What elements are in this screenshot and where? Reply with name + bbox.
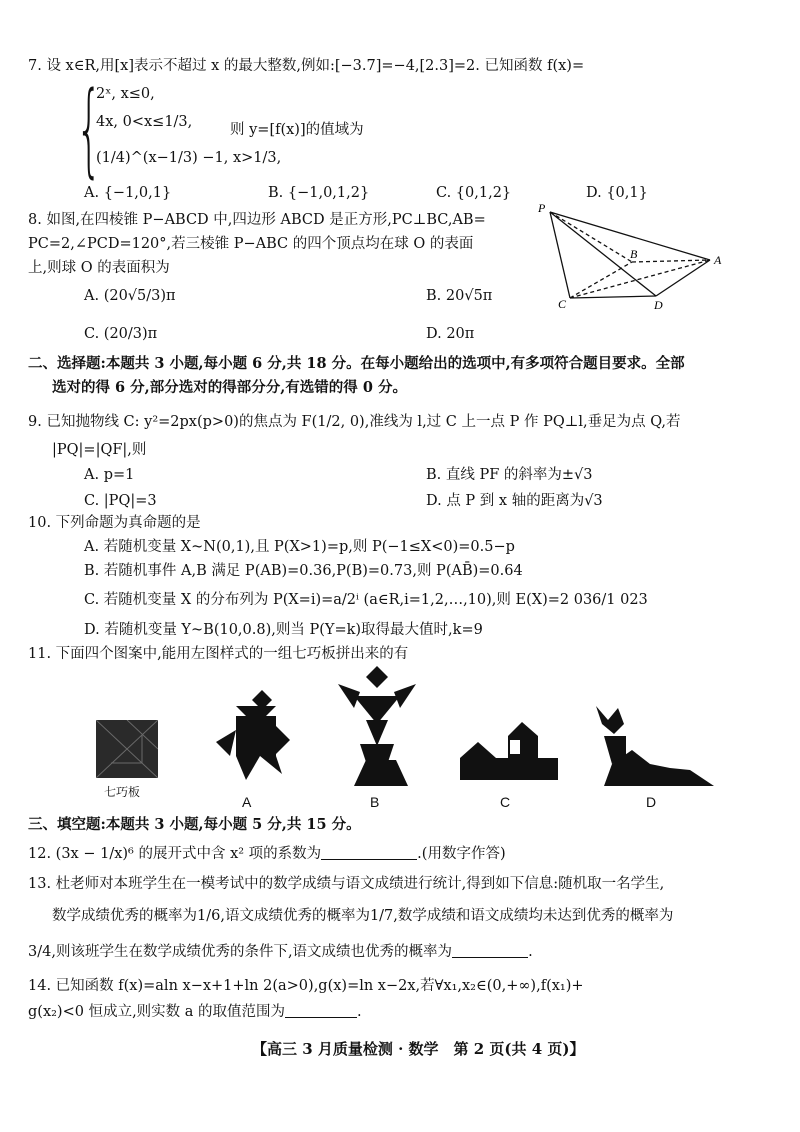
q10-stem: 10. 下列命题为真命题的是: [28, 515, 201, 531]
q7-stem-line2: 则 y=[f(x)]的值域为: [230, 122, 364, 138]
q12-note: .(用数字作答): [417, 846, 506, 862]
figure-label-b: B: [630, 247, 638, 261]
q10-option-a: A. 若随机变量 X~N(0,1),且 P(X>1)=p,则 P(−1≤X<0)=0.5−p: [84, 539, 515, 555]
q10-option-c: C. 若随机变量 X 的分布列为 P(X=i)=a/2ⁱ (a∈R,i=1,2,…,10),则 E(X)=2 036/1 023: [84, 592, 648, 608]
q11-stem: 11. 下面四个图案中,能用左图样式的一组七巧板拼出来的有: [28, 646, 409, 662]
q7-case2: 4x, 0<x≤1/3,: [96, 114, 193, 130]
q8-stem-line2: PC=2,∠PCD=120°,若三棱锥 P−ABC 的四个顶点均在球 O 的表面: [28, 236, 474, 252]
q13-answer-blank[interactable]: [452, 943, 528, 958]
q9-stem-line2: |PQ|=|QF|,则: [52, 442, 147, 458]
q12-line: [28, 844, 506, 864]
q9-option-b: B. 直线 PF 的斜率为±√3: [426, 467, 593, 483]
tangram-label-a: A: [242, 794, 252, 810]
q13-stem-line1: 13. 杜老师对本班学生在一模考试中的数学成绩与语文成绩进行统计,得到如下信息:随机取一名学生,: [28, 876, 665, 892]
q14-stem-line1: 14. 已知函数 f(x)=aln x−x+1+ln 2(a>0),g(x)=ln x−2x,若∀x₁,x₂∈(0,+∞),f(x₁)+: [28, 978, 584, 994]
section3-heading: 三、填空题:本题共 3 小题,每小题 5 分,共 15 分。: [28, 816, 361, 833]
q9-option-a: A. p=1: [84, 467, 135, 483]
q8-stem-line1: 8. 如图,在四棱锥 P−ABCD 中,四边形 ABCD 是正方形,PC⊥BC,AB=: [28, 212, 486, 228]
q8-option-d: D. 20π: [426, 326, 475, 342]
tangram-reference-label: 七巧板: [104, 785, 141, 799]
tangram-figure-a: [200, 686, 300, 786]
q7-option-b: B. {−1,0,1,2}: [268, 185, 370, 201]
q7-stem-line1: 7. 设 x∈R,用[x]表示不超过 x 的最大整数,例如:[−3.7]=−4,[2.3]=2. 已知函数 f(x)=: [28, 58, 585, 74]
tangram-figure-c: [456, 718, 562, 786]
q10-option-d: D. 若随机变量 Y~B(10,0.8),则当 P(Y=k)取得最大值时,k=9: [84, 622, 483, 638]
q8-stem-line3: 上,则球 O 的表面积为: [28, 260, 170, 276]
q12-answer-blank[interactable]: [321, 845, 417, 860]
section2-heading-line1: 二、选择题:本题共 3 小题,每小题 6 分,共 18 分。在每小题给出的选项中,有多项符合题目要求。全部: [28, 355, 685, 372]
q13-stem-line2: 数学成绩优秀的概率为1/6,语文成绩优秀的概率为1/7,数学成绩和语文成绩均未达到优秀的概率为: [52, 908, 674, 924]
figure-label-p: P: [538, 201, 546, 215]
page-footer: 【高三 3 月质量检测 · 数学 第 2 页(共 4 页)】: [252, 1040, 585, 1058]
figure-label-d: D: [654, 298, 663, 312]
tangram-label-b: B: [370, 794, 380, 810]
q13-line3: 3/4,则该班学生在数学成绩优秀的条件下,语文成绩也优秀的概率为 .: [28, 944, 533, 960]
q9-option-c: C. |PQ|=3: [84, 493, 157, 509]
q8-option-a: A. (20√5/3)π: [84, 288, 176, 304]
q8-pyramid-figure: [532, 200, 732, 312]
figure-label-c: C: [558, 297, 567, 311]
tangram-label-d: D: [646, 794, 657, 810]
q7-option-d: D. {0,1}: [586, 185, 648, 201]
q7-option-c: C. {0,1,2}: [436, 185, 512, 201]
q14-stem-line2: g(x₂)<0 恒成立,则实数 a 的取值范围为: [28, 1004, 286, 1020]
q7-case1: 2ˣ, x≤0,: [96, 86, 155, 102]
q7-brace: {: [76, 71, 102, 190]
q13-stem-line3: 3/4,则该班学生在数学成绩优秀的条件下,语文成绩也优秀的概率为: [28, 944, 453, 960]
q10-option-b: B. 若随机事件 A,B 满足 P(AB)=0.36,P(B)=0.73,则 P(AB̄)=0.64: [84, 563, 523, 579]
q8-option-b: B. 20√5π: [426, 288, 493, 304]
q14-answer-blank[interactable]: [285, 1003, 357, 1018]
tangram-figure-d: [590, 704, 716, 788]
figure-label-a: A: [714, 253, 722, 267]
tangram-figure-b: [330, 664, 424, 788]
q14-line2: g(x₂)<0 恒成立,则实数 a 的取值范围为 .: [28, 1004, 362, 1020]
q12-stem: 12. (3x − 1/x)⁶ 的展开式中含 x² 项的系数为: [28, 846, 322, 862]
tangram-label-c: C: [500, 794, 511, 810]
q8-option-c: C. (20/3)π: [84, 326, 158, 342]
q9-option-d: D. 点 P 到 x 轴的距离为√3: [426, 493, 603, 509]
section2-heading-line2: 选对的得 6 分,部分选对的得部分分,有选错的得 0 分。: [52, 379, 407, 396]
q7-case3: (1/4)^(x−1/3) −1, x>1/3,: [96, 150, 282, 166]
q9-stem-line1: 9. 已知抛物线 C: y²=2px(p>0)的焦点为 F(1/2, 0),准线为 l,过 C 上一点 P 作 PQ⊥l,垂足为点 Q,若: [28, 414, 681, 430]
tangram-reference-square: [96, 720, 158, 778]
q7-option-a: A. {−1,0,1}: [84, 185, 172, 201]
